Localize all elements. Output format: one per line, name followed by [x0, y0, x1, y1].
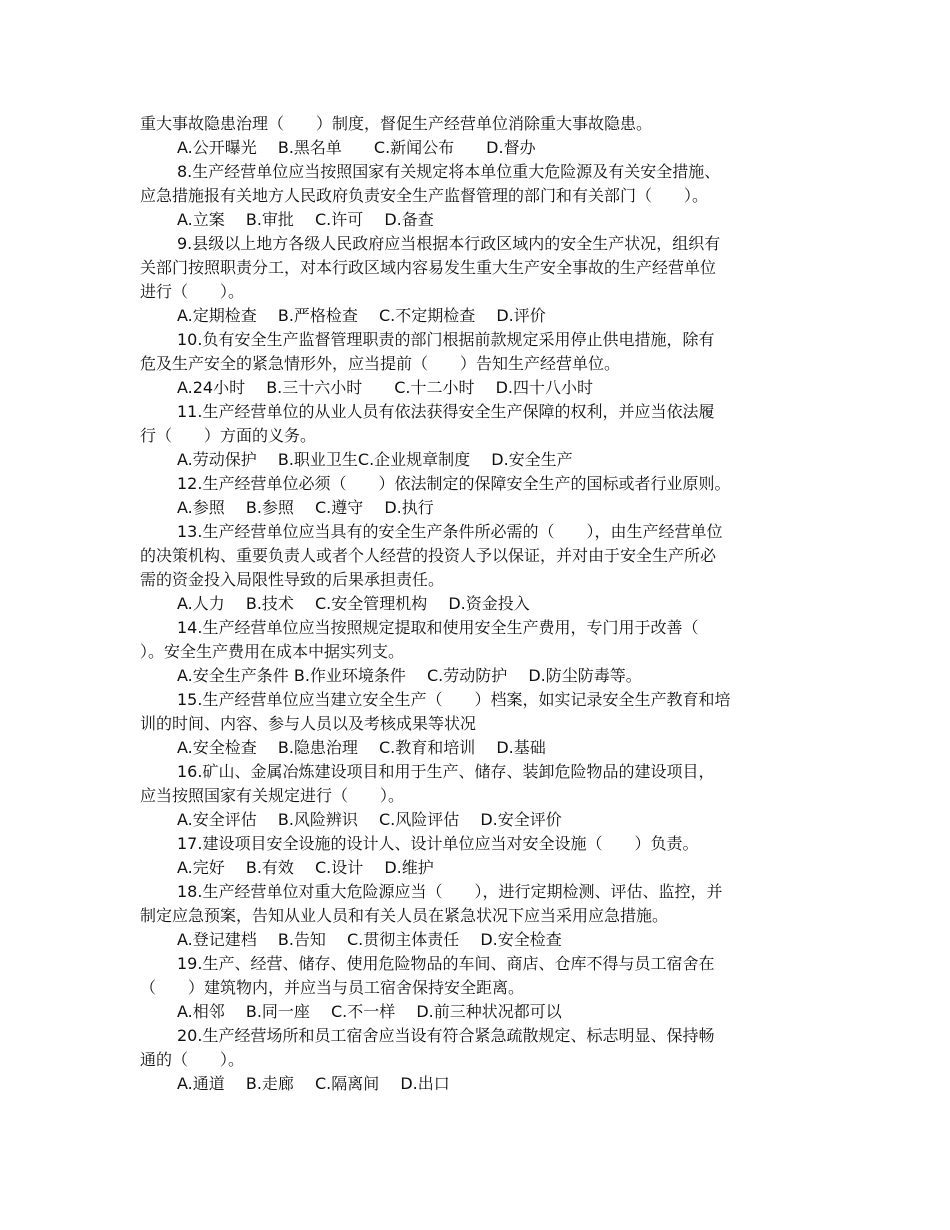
- text-line: A.定期检查 B.严格检查 C.不定期检查 D.评价: [177, 306, 546, 325]
- text-line: 训的时间、内容、参与人员以及考核成果等状况: [140, 714, 477, 733]
- text-line: 制定应急预案，告知从业人员和有关人员在紧急状况下应当采用应急措施。: [140, 906, 669, 925]
- text-line: 进行（ ）。: [140, 282, 245, 301]
- text-line: 通的（ ）。: [140, 1050, 245, 1069]
- text-line: 行（ ）方面的义务。: [140, 426, 317, 445]
- text-line: A.完好 B.有效 C.设计 D.维护: [177, 858, 434, 877]
- text-line: A.安全评估 B.风险辨识 C.风险评估 D.安全评价: [177, 810, 562, 829]
- text-line: 应当按照国家有关规定进行（ ）。: [140, 786, 405, 805]
- text-line: 9.县级以上地方各级人民政府应当根据本行政区域内的安全生产状况，组织有: [177, 234, 721, 253]
- text-line: 19.生产、经营、储存、使用危险物品的车间、商店、仓库不得与员工宿舍在: [177, 954, 715, 973]
- text-line: A.立案 B.审批 C.许可 D.备查: [177, 210, 434, 229]
- text-line: A.登记建档 B.告知 C.贯彻主体责任 D.安全检查: [177, 930, 562, 949]
- text-line: A.劳动保护 B.职业卫生C.企业规章制度 D.安全生产: [177, 450, 573, 469]
- text-line: （ ）建筑物内，并应当与员工宿舍保持安全距离。: [140, 978, 525, 997]
- text-line: A.24小时 B.三十六小时 C.十二小时 D.四十八小时: [177, 378, 594, 397]
- text-line: 20.生产经营场所和员工宿舍应当设有符合紧急疏散规定、标志明显、保持畅: [177, 1026, 715, 1045]
- text-line: A.公开曝光 B.黑名单 C.新闻公布 D.督办: [177, 138, 536, 157]
- text-line: 13.生产经营单位应当具有的安全生产条件所必需的（ ），由生产经营单位: [177, 522, 723, 541]
- text-line: 16.矿山、金属冶炼建设项目和用于生产、储存、装卸危险物品的建设项目，: [177, 762, 715, 781]
- document-body: [140, 112, 812, 1096]
- text-line: ）。安全生产费用在成本中据实列支。: [140, 642, 405, 661]
- text-line: 15.生产经营单位应当建立安全生产（ ）档案，如实记录安全生产教育和培: [177, 690, 731, 709]
- text-line: 11.生产经营单位的从业人员有依法获得安全生产保障的权利，并应当依法履: [177, 402, 715, 421]
- text-line: A.参照 B.参照 C.遵守 D.执行: [177, 498, 434, 517]
- text-line: 18.生产经营单位对重大危险源应当（ ），进行定期检测、评估、监控，并: [177, 882, 723, 901]
- text-line: A.通道 B.走廊 C.隔离间 D.出口: [177, 1074, 450, 1093]
- text-line: 需的资金投入局限性导致的后果承担责任。: [140, 570, 445, 589]
- text-line: 应急措施报有关地方人民政府负责安全生产监督管理的部门和有关部门（ ）。: [140, 186, 709, 205]
- text-line: A.安全检查 B.隐患治理 C.教育和培训 D.基础: [177, 738, 546, 757]
- text-line: 重大事故隐患治理（ ）制度，督促生产经营单位消除重大事故隐患。: [140, 114, 653, 133]
- text-line: A.人力 B.技术 C.安全管理机构 D.资金投入: [177, 594, 530, 613]
- text-line: 14.生产经营单位应当按照规定提取和使用安全生产费用，专门用于改善（: [177, 618, 699, 637]
- text-line: 危及生产安全的紧急情形外，应当提前（ ）告知生产经营单位。: [140, 354, 621, 373]
- text-line: 8.生产经营单位应当按照国家有关规定将本单位重大危险源及有关安全措施、: [177, 162, 721, 181]
- text-line: 关部门按照职责分工，对本行政区域内容易发生重大生产安全事故的生产经营单位: [140, 258, 717, 277]
- text-line: 10.负有安全生产监督管理职责的部门根据前款规定采用停止供电措施，除有: [177, 330, 715, 349]
- text-line: 12.生产经营单位必须（ ）依法制定的保障安全生产的国标或者行业原则。: [177, 474, 731, 493]
- text-line: A.安全生产条件 B.作业环境条件 C.劳动防护 D.防尘防毒等。: [177, 666, 642, 685]
- text-line: A.相邻 B.同一座 C.不一样 D.前三种状况都可以: [177, 1002, 562, 1021]
- text-line: 的决策机构、重要负责人或者个人经营的投资人予以保证，并对由于安全生产所必: [140, 546, 717, 565]
- text-line: 17.建设项目安全设施的设计人、设计单位应当对安全设施（ ）负责。: [177, 834, 699, 853]
